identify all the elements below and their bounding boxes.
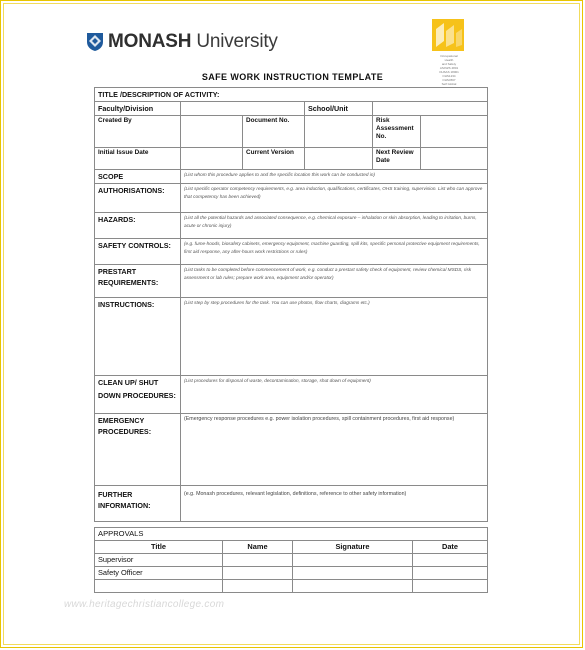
next-review-cell (373, 148, 488, 170)
approval-name-field[interactable] (223, 580, 293, 593)
approval-signature-field[interactable] (293, 554, 413, 567)
next-review-label: Next Review Date (373, 148, 421, 169)
faculty-field[interactable] (181, 102, 305, 116)
document-no-label: Document No. (243, 116, 305, 148)
prestart-requirements-field[interactable]: (List tasks to be completed before commencement of work, e.g. conduct a prestart safety check of equipment, review chemical MSDS, risk assessment or lab rules; prepare work area, equipment and/or operator) (181, 265, 488, 298)
risk-assessment-label: Risk Assessment No. (373, 116, 421, 147)
document-no-field[interactable] (305, 116, 373, 148)
ohs-certification-icon (432, 19, 464, 51)
created-by-label: Created By (95, 116, 181, 148)
document-title: SAFE WORK INSTRUCTION TEMPLATE (201, 72, 384, 82)
approval-date-field[interactable] (413, 554, 488, 567)
emergency-procedures-label: EMERGENCY PROCEDURES: (95, 414, 181, 486)
approval-name-field[interactable] (223, 554, 293, 567)
further-information-label: FURTHER INFORMATION: (95, 486, 181, 522)
safety-controls-field[interactable]: (e.g. fume-hoods, biosafety cabinets, emergency equipment, machine guarding, spill kits, specific personal protective equipment requirements, first aid response, any after-hours work restrictions or rules) (181, 239, 488, 265)
safety-controls-label: SAFETY CONTROLS: (95, 239, 181, 265)
approvals-col-name: Name (223, 541, 293, 554)
approvals-col-title: Title (95, 541, 223, 554)
risk-assessment-field[interactable] (421, 116, 487, 147)
authorisations-label: AUTHORISATIONS: (95, 184, 181, 213)
further-information-field[interactable]: (e.g. Monash procedures, relevant legislation, definitions, reference to other safety information) (181, 486, 488, 522)
approval-name-field[interactable] (223, 567, 293, 580)
emergency-procedures-field[interactable]: (Emergency response procedures e.g. power isolation procedures, spill containment procedures, first aid response) (181, 414, 488, 486)
watermark: www.heritagechristiancollege.com (64, 599, 225, 610)
approval-signature-field[interactable] (293, 567, 413, 580)
cleanup-field[interactable]: (List procedures for disposal of waste, decontamination, storage, shut down of equipment) (181, 376, 488, 414)
logo-text: MONASH University (108, 31, 278, 52)
authorisations-field[interactable]: (List specific operator competency requirements, e.g. area induction, qualifications, certificates, OHS training, supervision. List who can approve that competency has been achieved) (181, 184, 488, 213)
current-version-label: Current Version (243, 148, 305, 170)
school-field[interactable] (373, 102, 488, 116)
initial-issue-field[interactable] (181, 148, 243, 170)
next-review-field[interactable] (421, 148, 487, 169)
ohs-caption: Occupational Health and Safety AS/NZS 4801 OHSAS 18001 OHS1234 OHS4567 Self Global (439, 54, 459, 86)
safe-work-form (94, 87, 488, 522)
approval-row-title: Safety Officer (95, 567, 223, 580)
school-label: School/Unit (305, 102, 373, 116)
approval-row-title: Supervisor (95, 554, 223, 567)
monash-logo (86, 31, 278, 53)
prestart-requirements-label: PRESTART REQUIREMENTS: (95, 265, 181, 298)
approvals-heading: APPROVALS (95, 528, 488, 541)
created-by-field[interactable] (181, 116, 243, 148)
approval-date-field[interactable] (413, 567, 488, 580)
approval-date-field[interactable] (413, 580, 488, 593)
approval-signature-field[interactable] (293, 580, 413, 593)
hazards-field[interactable]: (List all the potential hazards and associated consequence, e.g. chemical exposure – inhalation or skin absorption, leading to irritation, burns, acute or chronic injury) (181, 213, 488, 239)
risk-assessment-cell (373, 116, 488, 148)
faculty-label: Faculty/Division (95, 102, 181, 116)
instructions-field[interactable]: (List step by step procedures for the task. You can use photos, flow charts, diagrams etc.) (181, 298, 488, 376)
approval-row-title (95, 580, 223, 593)
initial-issue-label: Initial Issue Date (95, 148, 181, 170)
instructions-label: INSTRUCTIONS: (95, 298, 181, 376)
approvals-col-date: Date (413, 541, 488, 554)
current-version-field[interactable] (305, 148, 373, 170)
cleanup-label: CLEAN UP/ SHUT DOWN PROCEDURES: (95, 376, 181, 414)
title-description-field[interactable] (95, 88, 488, 102)
hazards-label: HAZARDS: (95, 213, 181, 239)
scope-label: SCOPE (95, 170, 181, 184)
approvals-table (94, 527, 488, 593)
scope-field[interactable]: (List whom this procedure applies to and the specific location this work can be conducted in) (181, 170, 488, 184)
title-description-label: TITLE /DESCRIPTION OF ACTIVITY: (98, 90, 220, 99)
monash-shield-icon (86, 32, 104, 52)
approvals-col-signature: Signature (293, 541, 413, 554)
